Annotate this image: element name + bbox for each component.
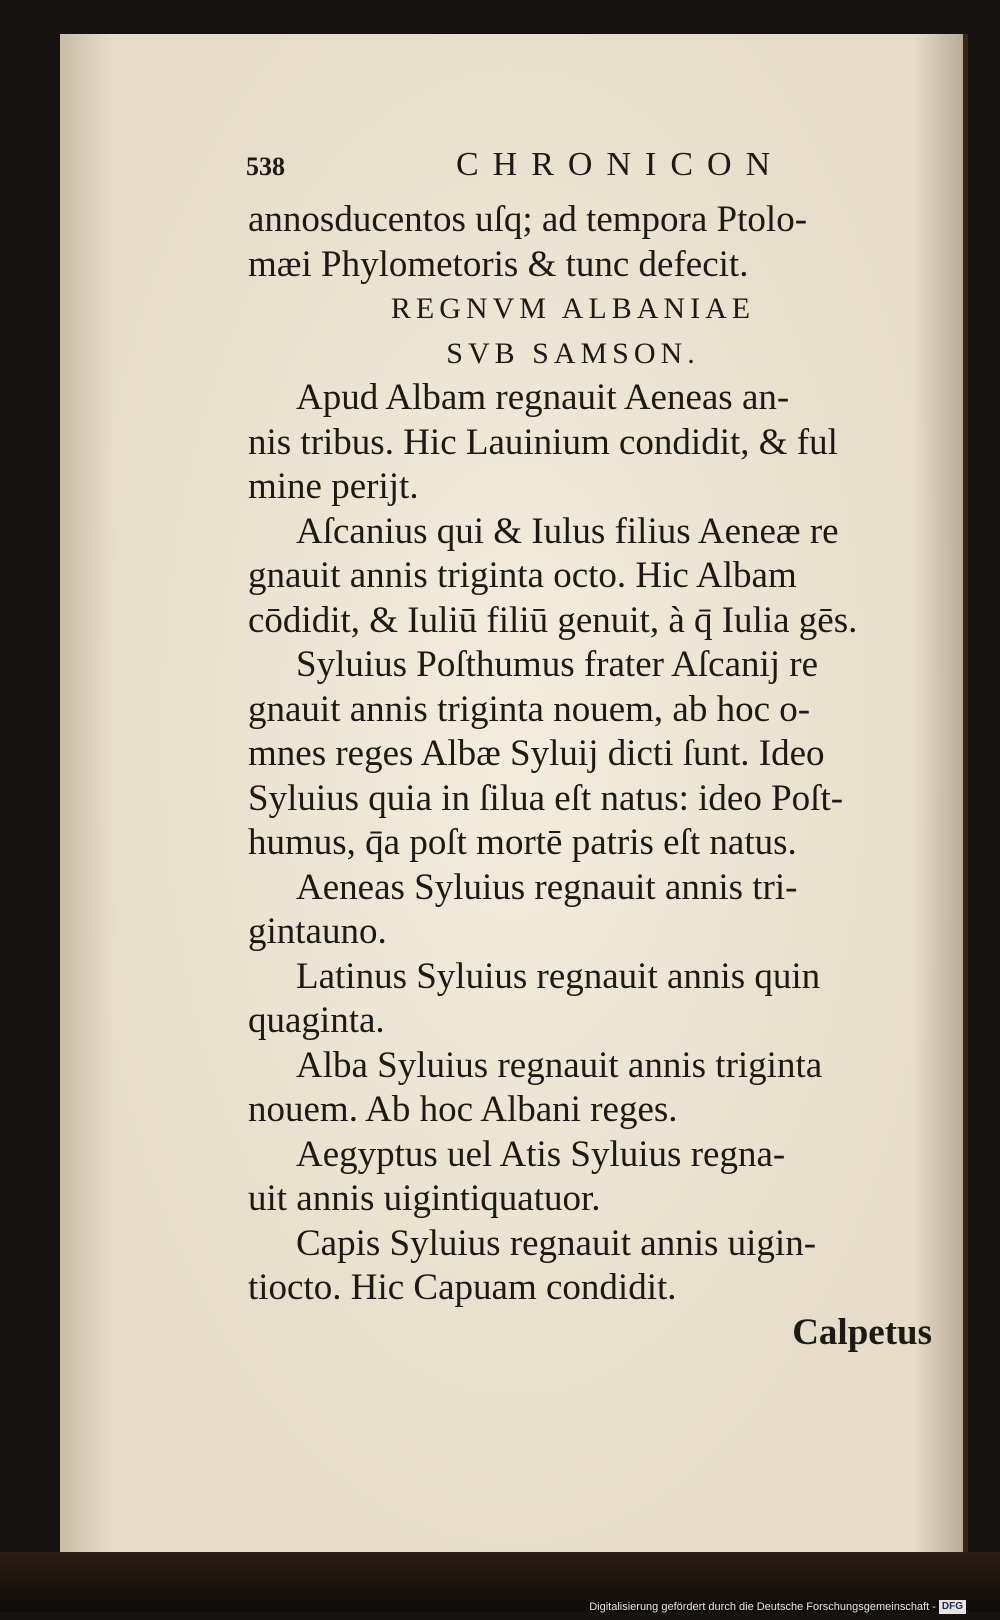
text-line: Apud Albam regnauit Aeneas an- — [296, 377, 790, 418]
body-text — [248, 198, 938, 1355]
text-line: tiocto. Hic Capuam condidit. — [248, 1267, 677, 1308]
digitization-credit — [589, 1598, 966, 1616]
page-edge — [963, 34, 968, 1584]
catchword: Calpetus — [792, 1311, 932, 1353]
text-line: mæi Phylometoris & tunc defecit. — [248, 243, 749, 285]
running-title: CHRONICON — [456, 146, 785, 183]
text-line: gnauit annis triginta nouem, ab hoc o- — [248, 688, 811, 730]
text-line: mnes reges Albæ Syluij dicti ſunt. Ideo — [248, 733, 825, 774]
text-line: Syluius quia in ſilua eſt natus: ideo Poſt- — [248, 777, 844, 819]
text-line: uit annis uigintiquatuor. — [248, 1178, 601, 1219]
text-line: Aſcanius qui & Iulus filius Aeneæ re — [296, 510, 839, 552]
text-line: quaginta. — [248, 1000, 385, 1041]
text-line: Syluius Poſthumus frater Aſcanij re — [296, 644, 819, 685]
dfg-logo: DFG — [939, 1600, 966, 1614]
credit-text: Digitalisierung gefördert durch die Deutsche Forschungsgemeinschaft - — [589, 1601, 936, 1613]
text-line: Latinus Syluius regnauit annis quin — [296, 955, 821, 997]
text-line: Aeneas Syluius regnauit annis tri- — [296, 866, 798, 908]
section-subheading: SVB SAMSON. — [446, 336, 700, 370]
page-header — [246, 146, 946, 192]
text-line: cōdidit, & Iuliū filiū genuit, à q̄ Iulia gēs. — [248, 599, 858, 641]
folio-number: 538 — [246, 152, 285, 181]
text-line: nis tribus. Hic Lauinium condidit, & ful — [248, 421, 838, 463]
text-line: annosducentos uſq; ad tempora Ptolo- — [248, 199, 808, 240]
text-line: nouem. Ab hoc Albani reges. — [248, 1089, 678, 1130]
text-line: Capis Syluius regnauit annis uigin- — [296, 1222, 817, 1264]
text-line: Alba Syluius regnauit annis triginta — [296, 1044, 823, 1086]
text-line: mine perijt. — [248, 466, 419, 507]
text-line: gintauno. — [248, 911, 387, 952]
text-line: Aegyptus uel Atis Syluius regna- — [296, 1133, 786, 1175]
text-line: humus, q̄a poſt mortē patris eſt natus. — [248, 822, 797, 863]
section-heading: REGNVM ALBANIAE — [390, 292, 756, 325]
text-line: gnauit annis triginta octo. Hic Albam — [248, 555, 797, 596]
